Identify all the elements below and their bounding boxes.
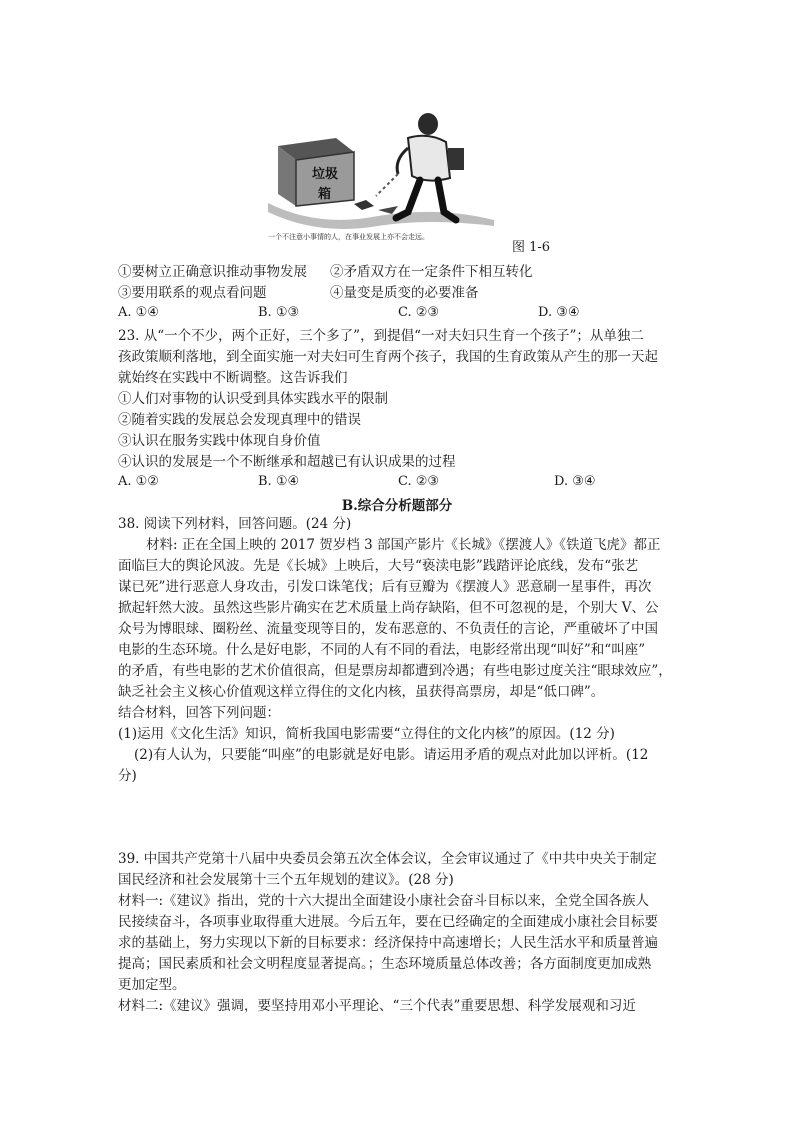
q23-option-1: ①人们对事物的认识受到具体实践水平的限制 [118,391,388,407]
q39-material1-line-1: 材料一:《建议》指出，党的十六大提出全面建设小康社会奋斗目标以来，全党全国各族人 [118,893,650,909]
q38-material-line-6: 电影的生态环境。什么是好电影，不同的人有不同的看法，电影经常出现“叫好”和“叫座” [118,642,646,658]
q22-choice-a[interactable]: A. ①④ [118,305,159,320]
q22-option-2: ②矛盾双方在一定条件下相互转化 [330,264,533,280]
q38-material-line-7: 的矛盾，有些电影的艺术价值很高，但是票房却都遭到冷遇；有些电影过度关注“眼球效应”， [118,663,672,679]
q22-option-3: ③要用联系的观点看问题 [118,285,267,301]
q39-material1-line-3: 求的基础上，努力实现以下新的目标要求：经济保持中高速增长；人民生活水平和质量普遍 [118,935,658,951]
q39-material1-line-4: 提高；国民素质和社会文明程度显著提高。；生态环境质量总体改善；各方面制度更加成熟 [118,956,652,972]
q39-material1-line-5: 更加定型。 [118,977,186,993]
figure-label: 图 1-6 [512,240,551,255]
q39-material1-line-2: 民接续奋斗，各项事业取得重大进展。今后五年，要在已经确定的全面建成小康社会目标要 [118,914,658,930]
section-b-title: B.综合分析题部分 [341,498,453,514]
q22-choice-d[interactable]: D. ③④ [538,305,580,320]
q38-prompt: 结合材料，回答下列问题： [118,705,280,721]
trash-box-label-bottom: 箱 [318,187,332,202]
q38-material-line-5: 众号为博眼球、圈粉丝、流量变现等目的，发布恶意的、不负责任的言论，严重破坏了中国 [118,621,658,637]
q38-material-line-1: 材料: 正在全国上映的 2017 贺岁档 3 部国产影片《长城》《摆渡人》《铁道飞虎》都正 [146,537,661,553]
q38-subquestion-2-tail: 分) [118,768,137,784]
q23-choice-a[interactable]: A. ①② [118,474,159,489]
q38-head: 38. 阅读下列材料，回答问题。(24 分) [118,516,352,532]
q23-stem-line-1: 23. 从“一个不少，两个正好，三个多了”，到提倡“一对夫妇只生育一个孩子”；从单独二 [118,328,644,344]
q22-choice-c[interactable]: C. ②③ [398,305,440,320]
walking-man [376,113,464,220]
q23-option-3: ③认识在服务实践中体现自身价值 [118,433,321,449]
q38-subquestion-1: (1)运用《文化生活》知识，简析我国电影需要“立得住的文化内核”的原因。(12 分) [118,726,615,742]
q38-subquestion-2: (2)有人认为，只要能“叫座”的电影就是好电影。请运用矛盾的观点对此加以评析。(12 [134,747,649,763]
q38-material-line-3: 谋已死”进行恶意人身攻击，引发口诛笔伐；后有豆瓣为《摆渡人》恶意刷一星事件，再次 [118,579,652,595]
q38-material-line-8: 缺乏社会主义核心价值观这样立得住的文化内核，虽获得高票房，却是“低口碑”。 [118,684,605,700]
q23-choice-c[interactable]: C. ②③ [398,474,440,489]
q38-material-line-2: 面临巨大的舆论风波。先是《长城》上映后，大号“亵渎电影”践踏评论底线，发布“张艺 [118,558,639,574]
q39-head-line-2: 国民经济和社会发展第十三个五年规划的建议》。(28 分) [118,872,454,888]
q22-choice-b[interactable]: B. ①③ [258,305,300,320]
q23-choice-b[interactable]: B. ①④ [258,474,300,489]
q39-head-line-1: 39. 中国共产党第十八届中央委员会第五次全体会议，全会审议通过了《中共中央关于制定 [118,851,657,867]
q22-choices [118,305,678,325]
q23-option-4: ④认识的发展是一个不断继承和超越已有认识成果的过程 [118,454,456,470]
q23-option-2: ②随着实践的发展总会发现真理中的错误 [118,412,361,428]
q23-stem-line-3: 就始终在实践中不断调整。这告诉我们 [118,370,348,386]
q38-material-line-4: 掀起轩然大波。虽然这些影片确实在艺术质量上尚存缺陷，但不可忽视的是，个别大 V、公 [118,600,659,616]
q39-material2-line-1: 材料二:《建议》强调，要坚持用邓小平理论、“三个代表”重要思想、科学发展观和习近 [118,998,636,1014]
q22-option-row-1 [118,262,307,283]
trash-box [278,138,354,206]
trash-box-label-top: 垃圾 [312,167,339,182]
q23-choices [118,474,678,494]
q23-choice-d[interactable]: D. ③④ [554,474,596,489]
q22-option-1: ①要树立正确意识推动事物发展 [118,264,307,280]
q22-option-4: ④量变是质变的必要准备 [330,285,479,301]
cartoon-caption: 一个不注意小事情的人，在事业发展上亦不会走远。 [268,233,429,241]
q23-stem-line-2: 孩政策顺利落地，到全面实施一对夫妇可生育两个孩子，我国的生育政策从产生的那一天起 [118,349,658,365]
cartoon-figure [258,108,496,248]
cartoon-illustration [258,108,496,248]
